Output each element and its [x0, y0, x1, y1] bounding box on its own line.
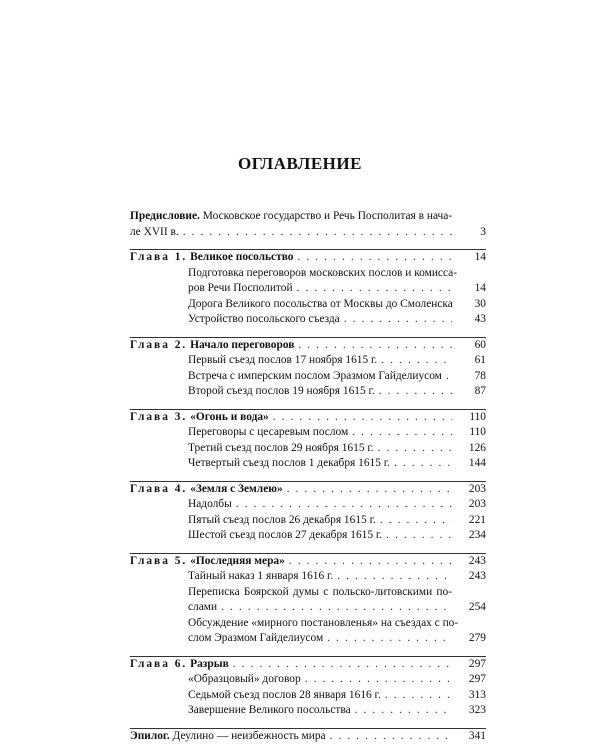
toc-entry-preface[interactable]: [130, 209, 486, 240]
table-of-contents: [130, 209, 486, 744]
page-number: 279: [468, 632, 486, 644]
section-title: Первый съезд послов 17 ноября 1615 г.: [188, 354, 378, 366]
toc-entry-chapter[interactable]: [130, 338, 486, 354]
leader-dots: [273, 410, 452, 426]
page-number: 203: [468, 482, 486, 495]
section-title: Устройство посольского съезда: [188, 313, 340, 325]
leader-dots: [379, 384, 452, 400]
leader-dots: [355, 703, 452, 719]
page-title: ОГЛАВЛЕНИЕ: [238, 154, 362, 173]
page-number: 61: [474, 354, 486, 366]
page-number: 297: [468, 657, 486, 670]
section-title: Дорога Великого посольства от Москвы до Смоленска: [188, 297, 453, 310]
leader-dots: [381, 353, 452, 369]
section-title: Пятый съезд послов 26 декабря 1615 г.: [188, 513, 376, 526]
toc-entry-section[interactable]: [130, 369, 486, 385]
toc-entry-section[interactable]: [130, 672, 486, 688]
section-title: Третий съезд послов 29 ноября 1615 г.: [188, 441, 374, 454]
page-number: 221: [468, 513, 486, 526]
page-number: 297: [468, 673, 486, 685]
chapter-title: Великое посольство: [190, 251, 294, 263]
page-number: 60: [474, 338, 486, 351]
toc-entry-section[interactable]: [130, 266, 486, 297]
chapter-label: Глава 2.: [130, 338, 188, 351]
toc-entry-section[interactable]: [130, 441, 486, 457]
leader-dots: [386, 528, 452, 544]
chapter-title: «Огонь и вода»: [190, 410, 269, 423]
toc-entry-section[interactable]: [130, 616, 486, 647]
toc-entry-chapter[interactable]: [130, 410, 486, 426]
page-number: 341: [468, 729, 486, 742]
section-title: Четвертый съезд послов 1 декабря 1615 г.: [188, 457, 390, 469]
leader-dots: [337, 569, 452, 585]
chapters-list: [130, 250, 486, 729]
chapter-block: [130, 482, 486, 554]
toc-entry-section[interactable]: [130, 456, 486, 472]
leader-dots: [344, 312, 452, 328]
section-title-line1: Обсуждение «мирного постановленья» на съездах с по-: [188, 616, 459, 629]
section-title-line1: Подготовка переговоров московских послов и комисса-: [188, 266, 458, 279]
chapter-title: Начало переговоров: [190, 338, 295, 351]
toc-entry-chapter[interactable]: [130, 250, 486, 266]
section-title: Тайный наказ 1 января 1616 г.: [188, 570, 334, 582]
page-number: 323: [468, 704, 486, 716]
toc-entry-section[interactable]: [130, 513, 486, 529]
leader-dots: [236, 497, 452, 513]
toc-entry-section[interactable]: [130, 353, 486, 369]
chapter-block: [130, 554, 486, 657]
leader-dots: [385, 688, 452, 704]
section-title: «Образцовый» договор: [188, 673, 301, 685]
section-title: Второй съезд послов 19 ноября 1615 г.: [188, 385, 375, 397]
preface-line1: Московское государство и Речь Посполитая в нача-: [202, 210, 453, 222]
section-title: Надолбы: [188, 498, 232, 510]
page-number: 87: [474, 385, 486, 397]
page-number: 43: [474, 313, 486, 325]
leader-dots: [298, 338, 452, 354]
chapter-title: «Земля с Землею»: [190, 482, 283, 495]
leader-dots: [327, 631, 452, 647]
chapter-block: [130, 250, 486, 338]
page-number: 313: [468, 688, 486, 701]
chapter-block: [130, 657, 486, 729]
toc-entry-section[interactable]: [130, 384, 486, 400]
chapter-block: [130, 338, 486, 410]
section-title-line1: Переписка Боярской думы с польско-литовскими по-: [188, 585, 452, 598]
chapter-title: «Последняя мера»: [190, 554, 285, 567]
section-title: Завершение Великого посольства: [188, 704, 351, 716]
leader-dots: [287, 482, 452, 498]
page-number: 243: [468, 554, 486, 567]
page-number: 126: [468, 441, 486, 454]
leader-dots: [183, 225, 452, 241]
chapter-title: Разрыв: [190, 657, 229, 670]
toc-entry-section[interactable]: [130, 528, 486, 544]
page-number: 3: [480, 225, 486, 238]
page-number: 30: [474, 297, 486, 310]
leader-dots: [305, 672, 452, 688]
page-number: 243: [468, 570, 486, 582]
section-title: Встреча с имперским послом Эразмом Гайделиусом: [188, 369, 442, 382]
chapter-label: Глава 3.: [130, 410, 188, 423]
chapter-label: Глава 6.: [130, 657, 188, 670]
toc-entry-section[interactable]: [130, 585, 486, 616]
leader-dots: [289, 554, 452, 570]
toc-entry-chapter[interactable]: [130, 554, 486, 570]
leader-dots: [378, 441, 452, 457]
leader-dots: [221, 600, 452, 616]
toc-entry-section[interactable]: [130, 497, 486, 513]
page-number: 203: [468, 498, 486, 510]
page-number: 144: [468, 457, 486, 469]
section-title: ров Речи Посполитой: [188, 282, 293, 294]
chapter-label: Глава 5.: [130, 554, 188, 567]
chapter-label: Глава 1.: [130, 251, 188, 263]
page-number: 78: [474, 369, 486, 382]
section-title: слами: [188, 601, 218, 613]
leader-dots: [297, 250, 452, 266]
section-title: Шестой съезд послов 27 декабря 1615 г.: [188, 529, 383, 541]
page-number: 234: [468, 529, 486, 541]
toc-entry-chapter[interactable]: [130, 657, 486, 673]
leader-dots: [330, 729, 452, 745]
epilogue-text: Деулино — неизбежность мира: [172, 729, 326, 742]
section-title: Переговоры с цесаревым послом: [188, 426, 349, 438]
toc-entry-section[interactable]: [130, 297, 486, 313]
epilogue-label: Эпилог.: [130, 729, 170, 742]
leader-dots: [352, 425, 452, 441]
leader-dots: [446, 369, 452, 385]
toc-entry-chapter[interactable]: [130, 482, 486, 498]
toc-entry-section[interactable]: [130, 312, 486, 328]
chapter-label: Глава 4.: [130, 482, 188, 495]
preface-label: Предисловие.: [130, 210, 200, 222]
toc-entry-section[interactable]: [130, 425, 486, 441]
page-number: 254: [468, 601, 486, 613]
page-number: 14: [474, 251, 486, 263]
toc-entry-epilogue[interactable]: [130, 729, 486, 745]
leader-dots: [233, 657, 452, 673]
leader-dots: [380, 513, 452, 529]
page-number: 110: [469, 410, 486, 423]
chapter-block: [130, 410, 486, 482]
page-number: 110: [469, 426, 486, 438]
toc-entry-section[interactable]: [130, 569, 486, 585]
toc-entry-section[interactable]: [130, 703, 486, 719]
section-title: Седьмой съезд послов 28 января 1616 г.: [188, 688, 381, 701]
section-title: слом Эразмом Гайделиусом: [188, 632, 324, 644]
preface-line2: ле XVII в.: [130, 225, 179, 238]
leader-dots: [394, 456, 452, 472]
leader-dots: [297, 281, 452, 297]
page-number: 14: [474, 282, 486, 294]
toc-entry-section[interactable]: [130, 688, 486, 704]
